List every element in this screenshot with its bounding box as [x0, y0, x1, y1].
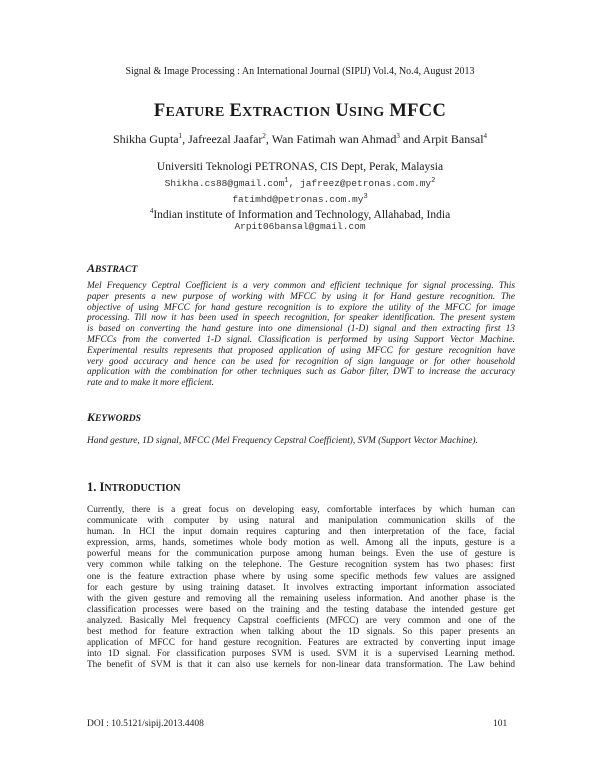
affiliation-1: Universiti Teknologi PETRONAS, CIS Dept, Perak, Malaysia [156, 161, 444, 173]
paper-title [0, 101, 600, 122]
author-name: Shikha Gupta [112, 132, 179, 146]
introduction-line: analyzed. Basically Mel frequency Capstral coefficients (MFCC) are very common and one of the [87, 615, 515, 626]
abstract-line: is based on converting the hand gesture into one dimensional (1-D) signal and then extracting first 13 [87, 324, 515, 335]
keywords-body: Hand gesture, 1D signal, MFCC (Mel Frequency Cepstral Coefficient), SVM (Support Vector Machine). [87, 436, 478, 446]
introduction-line: classification processes were based on the training and the testing database the intended gesture get [87, 604, 515, 615]
abstract-heading: ABSTRACT [87, 261, 138, 275]
keywords-heading: KEYWORDS [87, 410, 141, 424]
introduction-line: powerful means for the communication purpose among human beings. Even the use of gesture is [87, 549, 515, 560]
introduction-line: human. In HCI the input domain requires capturing and then interpretation of the face, facial [87, 527, 515, 538]
author-marker: 4 [483, 132, 488, 140]
abstract-line: paper presents a new purpose of working with MFCC by using it for Hand gesture recognition. The [87, 291, 515, 302]
title-word-2: EXTRACTION [229, 101, 331, 121]
introduction-line: Currently, there is a great focus on developing easy, comfortable interfaces by which human can [87, 505, 515, 515]
author-marker: 3 [396, 132, 400, 140]
introduction-line: very common while talking on the telephone. The Gesture recognition system has two phases: first [87, 560, 515, 571]
introduction-line: with the given gesture and removing all the remaining useless information. And another phase is the [87, 593, 515, 604]
abstract-line: processing. Till now it has been used in speech recognition, for speaker identification. The present system [87, 313, 515, 324]
introduction-line: The benefit of SVM is that it can also use kernels for non-linear data transformation. The Law behind [87, 660, 515, 671]
author-list [0, 132, 600, 147]
introduction-line: expression, arms, hands, sometimes whole body motion as well. Among all the inputs, gesture is a [87, 538, 515, 549]
introduction-line: communicate with computer by using natural and manipulation communication skills of the [87, 516, 515, 527]
email-line-3: Arpit06bansal@gmail.com [234, 221, 366, 232]
title-word-4: MFCC [389, 101, 447, 121]
page-number: 101 [493, 719, 508, 729]
introduction-line: application of MFCC for hand gesture recognition. Features are extracted by converting input image [87, 638, 515, 649]
journal-header: Signal & Image Processing : An International Journal (SIPIJ) Vol.4, No.4, August 2013 [125, 66, 475, 77]
abstract-line: rate and to make it more efficient. [87, 378, 214, 389]
abstract-line: MFCCs from the converted 1-D signal. Classification is performed by using Support Vector Machine. [87, 334, 515, 345]
title-word-3: USING [335, 101, 385, 121]
author-name: , Jafreezal Jaafar [182, 132, 263, 146]
title-word-1: FEATURE [153, 101, 225, 121]
abstract-line: objective of using MFCC for hand gesture recognition is to explore the utility of the MFCC for image [87, 302, 515, 313]
abstract-line: Mel Frequency Ceptral Coefficient is a very common and efficient technique for signal processing. This [87, 281, 515, 291]
abstract-line: application with the combination for other techniques such as Gabor filter, DWT to increase the accuracy [87, 367, 515, 378]
author-name: and Arpit Bansal [399, 132, 484, 146]
email-line-2: $fatimhd@petronas.com.my^3$ [232, 193, 368, 206]
author-name: , Wan Fatimah wan Ahmad [265, 132, 397, 146]
abstract-line: very good accuracy and hence can be used for recognition of sign language or for other household [87, 356, 515, 367]
introduction-line: one is the feature extraction phase where by using some specific methods few values are assigned [87, 571, 515, 582]
introduction-line: into 1D signal. For classification purposes SVM is used. SVM it is a supervised Learning method. [87, 649, 515, 660]
doi-footer: DOI : 10.5121/sipij.2013.4408 [87, 719, 204, 729]
introduction-line: best method for feature extraction when talking about the 1D signals. So this paper presents an [87, 627, 515, 638]
author-marker: 2 [262, 132, 266, 140]
affiliation-2: $^4$Indian institute of Information and Technology, Allahabad, India [149, 207, 451, 221]
introduction-line: for each gesture by using training dataset. It involves extracting important information associated [87, 582, 515, 593]
introduction-heading: 1. INTRODUCTION [87, 480, 181, 494]
introduction-body [87, 505, 515, 671]
email-line-1: Shikha.cs88@gmail.com$^1$, $jafreez@petronas.com.my^2$ [164, 177, 436, 190]
author-marker: 1 [178, 132, 183, 140]
abstract-body [87, 281, 515, 389]
abstract-line: Experimental results represents that proposed application of using MFCC for gesture recognition have [87, 345, 515, 356]
